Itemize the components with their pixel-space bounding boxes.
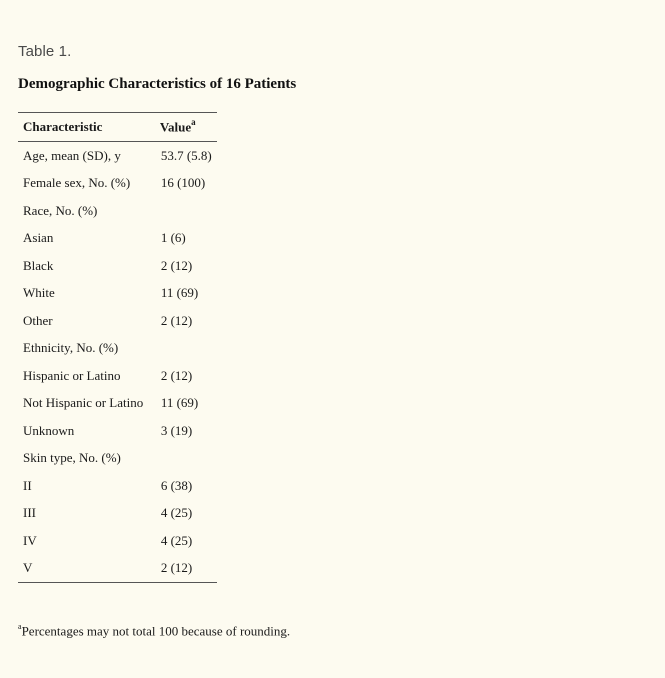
table-row	[18, 527, 217, 555]
row-characteristic: Ethnicity, No. (%)	[23, 340, 119, 356]
row-characteristic: White	[23, 285, 55, 301]
table-row	[18, 170, 217, 198]
row-characteristic: Asian	[23, 230, 54, 246]
row-characteristic: Race, No. (%)	[23, 202, 98, 218]
row-value: 1 (6)	[160, 230, 186, 246]
row-characteristic: Black	[23, 257, 54, 273]
table-row	[18, 362, 217, 390]
row-value	[155, 335, 217, 363]
table-title: Demographic Characteristics of 16 Patients	[18, 76, 297, 92]
table-label: Table 1.	[18, 43, 72, 60]
table-row	[18, 252, 217, 280]
table-row	[18, 142, 217, 170]
header-characteristic-label: Characteristic	[23, 119, 103, 134]
row-characteristic: Skin type, No. (%)	[23, 450, 121, 466]
table-row	[18, 197, 217, 225]
row-value: 53.7 (5.8)	[160, 147, 212, 163]
row-characteristic: II	[23, 477, 32, 493]
row-value: 4 (25)	[160, 532, 193, 548]
table-row	[18, 390, 217, 418]
row-value: 3 (19)	[160, 422, 193, 438]
row-value	[155, 197, 217, 225]
header-value-footnote-marker: a	[191, 117, 196, 128]
table-row	[18, 445, 217, 473]
row-value: 6 (38)	[160, 477, 193, 493]
row-characteristic: IV	[23, 532, 37, 548]
row-characteristic: Female sex, No. (%)	[23, 175, 131, 191]
row-characteristic: Age, mean (SD), y	[23, 147, 121, 163]
footnote-text: Percentages may not total 100 because of rounding.	[21, 623, 291, 639]
table-row	[18, 555, 217, 583]
row-value: 4 (25)	[160, 505, 193, 521]
row-value: 2 (12)	[160, 560, 193, 576]
header-row	[18, 113, 217, 142]
row-characteristic: Unknown	[23, 422, 75, 438]
row-characteristic: V	[23, 560, 33, 576]
row-characteristic: III	[23, 505, 36, 521]
row-characteristic: Other	[23, 312, 53, 328]
header-value-label: Value	[159, 119, 192, 135]
row-value: 11 (69)	[160, 395, 199, 411]
table-header	[18, 113, 217, 142]
table-row	[18, 225, 217, 253]
row-value: 2 (12)	[160, 312, 193, 328]
table-row	[18, 335, 217, 363]
table-row	[18, 500, 217, 528]
table-row	[18, 472, 217, 500]
table-body	[18, 142, 217, 583]
header-characteristic	[18, 113, 155, 142]
table-row	[18, 307, 217, 335]
row-value: 2 (12)	[160, 257, 193, 273]
row-value	[155, 445, 217, 473]
table-row	[18, 280, 217, 308]
header-value	[155, 113, 217, 142]
row-value: 16 (100)	[160, 175, 206, 191]
row-value: 2 (12)	[160, 367, 193, 383]
row-characteristic: Not Hispanic or Latino	[23, 395, 144, 411]
table-row	[18, 417, 217, 445]
row-characteristic: Hispanic or Latino	[23, 367, 121, 383]
footnote-marker: a	[18, 622, 22, 631]
table-footnote	[18, 623, 290, 639]
row-value: 11 (69)	[160, 285, 199, 301]
demographics-table	[18, 112, 217, 583]
